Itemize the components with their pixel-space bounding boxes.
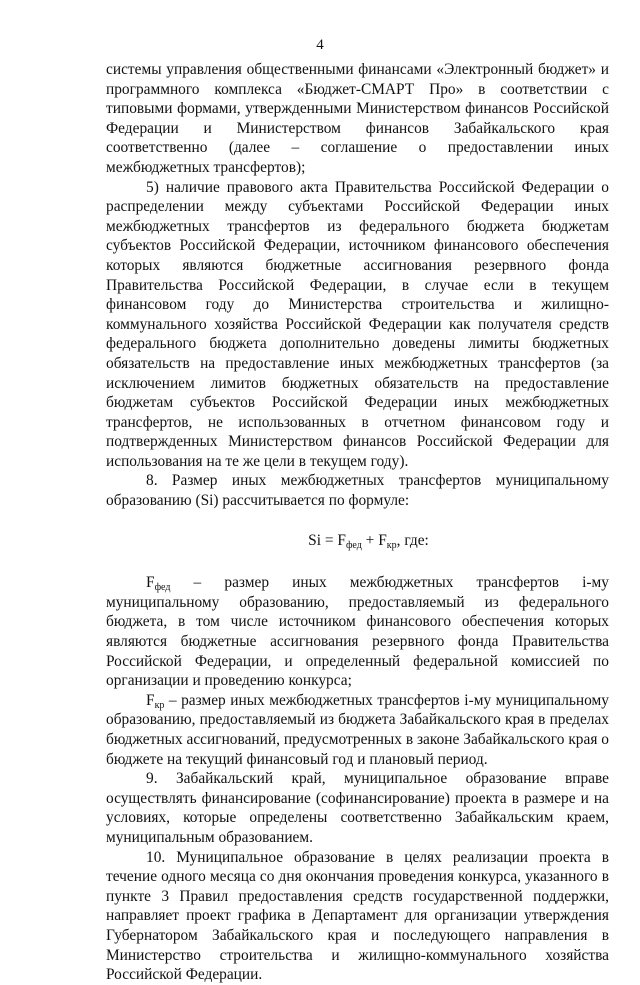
paragraph-item-9: 9. Забайкальский край, муниципальное образование вправе осуществлять финансирование (софинансирование) проекта в размере и на условиях, которые определены соответственно Забайкальским краем, муниципальным образованием. <box>106 770 609 846</box>
definition-f-fed-text: – размер иных межбюджетных трансфертов i-му муниципальному образованию, предоставляемый из федерального бюджета, в том числе источником финансового обеспечения которых являются бюджетные ассигнования резервного фонда Правительства Российской Федерации, и определенный федеральной комиссией по организации и проведению конкурса; <box>106 574 609 690</box>
formula <box>106 531 609 551</box>
formula-lhs: Si = F <box>308 531 346 549</box>
paragraph-item-8: 8. Размер иных межбюджетных трансфертов муниципальному образованию (Si) рассчитывается по формуле: <box>106 472 609 510</box>
formula-sub-fed: фед <box>345 539 362 551</box>
paragraph-item-10: 10. Муниципальное образование в целях реализации проекта в течение одного месяца со дня окончания проведения конкурса, указанного в пункте 3 Правил предоставления средств государственной поддержки, направляет проект графика в Департамент для организации утверждения Губернатором Забайкальского края и последующего направления в Министерство строительства и жилищно-коммунального хозяйства Российской Федерации. <box>106 848 609 984</box>
definition-f-kr-symbol: F <box>146 691 155 709</box>
definition-f-fed <box>106 573 609 691</box>
formula-sub-kr: кр <box>386 539 397 551</box>
definition-f-fed-sub: фед <box>154 582 171 594</box>
definition-f-kr-text: – размер иных межбюджетных трансфертов i-му муниципальному образованию, предоставляемый из бюджета Забайкальского края в пределах бюджетных ассигнований, предусмотренных в законе Забайкальского края о бюджете на текущий финансовый год и плановый период. <box>106 691 609 768</box>
page-number: 4 <box>316 37 324 53</box>
definition-f-kr <box>106 691 609 769</box>
definition-f-kr-term <box>146 692 164 709</box>
formula-plus: + F <box>361 531 387 549</box>
definition-f-kr-sub: кр <box>154 699 165 711</box>
formula-tail: , где: <box>396 531 429 549</box>
paragraph-intro-continuation: системы управления общественными финансами «Электронный бюджет» и программного комплекса «Бюджет-СМАРТ Про» в соответствии с типовыми формами, утвержденными Министерством финансов Российской Федерации и Министерством финансов Забайкальского края соответственно (далее – соглашение о предоставлении иных межбюджетных трансфертов); <box>106 61 609 176</box>
definition-f-fed-symbol: F <box>146 574 155 592</box>
definition-f-fed-term <box>146 574 171 594</box>
document-body <box>106 60 609 985</box>
paragraph-item-5: 5) наличие правового акта Правительства Российской Федерации о распределении между субъектами Российской Федерации иных межбюджетных трансфертов из федерального бюджета бюджетам субъектов Российской Федерации, источником финансового обеспечения которых являются бюджетные ассигнования резервного фонда Правительства Российской Федерации, в случае если в текущем финансовом году до Министерства строительства и жилищно-коммунального хозяйства Российской Федерации как получателя средств федерального бюджета дополнительно доведены лимиты бюджетных обязательств на предоставление иных межбюджетных трансфертов (за исключением лимитов бюджетных обязательств на предоставление бюджетам субъектов Российской Федерации иных межбюджетных трансфертов, не использованных в отчетном финансовом году и подтвержденных Министерством финансов Российской Федерации для использования на те же цели в текущем году). <box>106 178 609 470</box>
